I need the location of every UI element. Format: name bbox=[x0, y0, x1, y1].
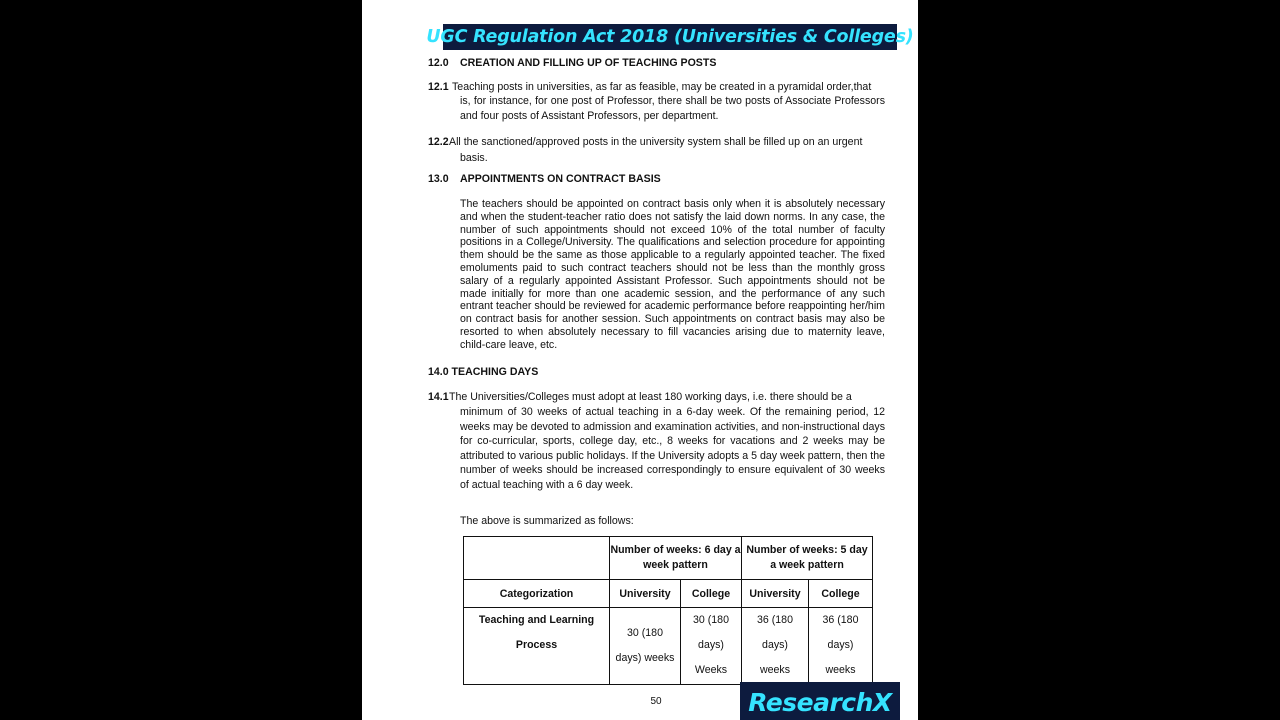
page-number: 50 bbox=[650, 696, 662, 707]
section-14-1-first-line: The Universities/Colleges must adopt at least 180 working days, i.e. there should be a bbox=[449, 391, 852, 403]
table-subheader-row bbox=[464, 580, 873, 608]
section-12-1-body: is, for instance, for one post of Professor, there shall be two posts of Associate Professors and four posts of Assistant Professors, per department. bbox=[460, 95, 885, 122]
value-college-6-day: 30 (180 days) Weeks bbox=[681, 608, 742, 685]
section-13-0-number: 13.0 bbox=[428, 173, 449, 185]
title-banner bbox=[426, 24, 914, 50]
section-14-1-number: 14.1 bbox=[428, 391, 449, 403]
college-6-day-header: College bbox=[681, 580, 742, 608]
section-12-1-first-line: Teaching posts in universities, as far as feasible, may be created in a pyramidal order,that bbox=[452, 81, 872, 93]
group-5-day-header: Number of weeks: 5 day a week pattern bbox=[742, 537, 873, 580]
value-university-5-day: 36 (180 days) weeks bbox=[742, 608, 809, 685]
researchx-logo bbox=[740, 682, 900, 720]
university-5-day-header: University bbox=[742, 580, 809, 608]
researchx-logo-text: ResearchX bbox=[748, 687, 892, 717]
table-row bbox=[464, 608, 873, 685]
section-12-0-title: CREATION AND FILLING UP OF TEACHING POSTS bbox=[460, 57, 717, 69]
section-12-0-number: 12.0 bbox=[428, 57, 449, 69]
value-university-6-day: 30 (180 days) weeks bbox=[610, 608, 681, 685]
section-13-0-body: The teachers should be appointed on contract basis only when it is absolutely necessary and when the student-teacher ratio does not satisfy the laid down norms. In any case, the number of such appointments should not exceed 10% of the total number of faculty positions in a College/University. The qualifications and selection procedure for appointing them should be the same as those applicable to a regularly appointed teacher. The fixed emoluments paid to such contract teachers should not be less than the monthly gross salary of a regularly appointed Assistant Professor. Such appointments should not be made initially for more than one academic session, and the performance of any such entrant teacher should be reviewed for academic performance before reappointing her/him on contract basis for another session. Such appointments on contract basis may also be resorted to when absolutely necessary to fill vacancies arising due to maternity leave, child-care leave, etc. bbox=[460, 198, 885, 351]
section-14-0-title: 14.0 TEACHING DAYS bbox=[428, 366, 539, 378]
section-12-1-number: 12.1 bbox=[428, 81, 449, 93]
row-label: Teaching and Learning Process bbox=[464, 608, 610, 685]
section-12-2-number: 12.2 bbox=[428, 136, 449, 148]
university-6-day-header: University bbox=[610, 580, 681, 608]
section-12-2-body: basis. bbox=[460, 152, 488, 164]
college-5-day-header: College bbox=[809, 580, 873, 608]
document-page bbox=[362, 0, 918, 720]
section-13-0-title: APPOINTMENTS ON CONTRACT BASIS bbox=[460, 173, 661, 185]
section-14-1-body: minimum of 30 weeks of actual teaching in a 6-day week. Of the remaining period, 12 weeks may be devoted to admission and examination activities, and non-instructional days for co-curricular, sports, college day, etc., 8 weeks for vacations and 2 weeks may be attributed to various public holidays. If the University adopts a 5 day week pattern, then the number of weeks should be increased correspondingly to ensure equivalent of 30 weeks of actual teaching with a 6 day week. bbox=[460, 406, 885, 491]
summary-table bbox=[463, 536, 873, 685]
banner-title: UGC Regulation Act 2018 (Universities & Colleges) bbox=[426, 27, 914, 47]
group-6-day-header: Number of weeks: 6 day a week pattern bbox=[610, 537, 742, 580]
section-12-2-first-line: All the sanctioned/approved posts in the university system shall be filled up on an urgent bbox=[449, 136, 863, 148]
categorization-header: Categorization bbox=[464, 580, 610, 608]
table-header-row bbox=[464, 537, 873, 580]
table-empty-cell bbox=[464, 537, 610, 580]
value-college-5-day: 36 (180 days) weeks bbox=[809, 608, 873, 685]
summary-intro: The above is summarized as follows: bbox=[460, 515, 634, 527]
